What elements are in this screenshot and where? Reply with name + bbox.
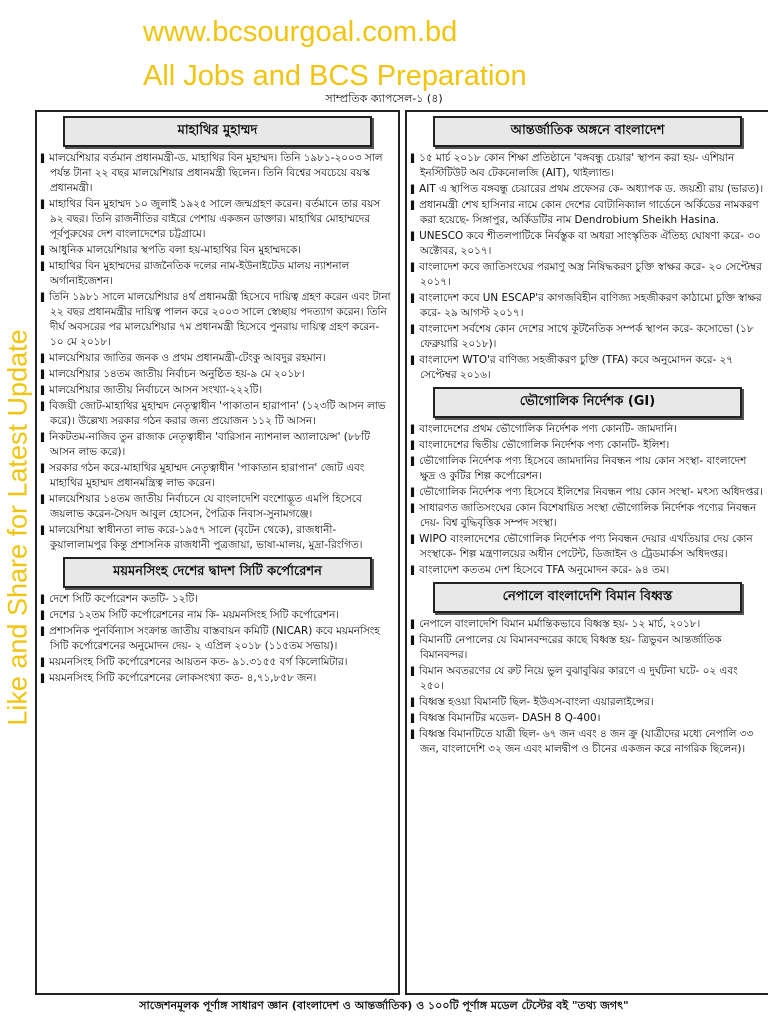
list-item: ▌ UNESCO কবে শীতলপাটিকে নির্বস্তুক বা অধরা সাংস্কৃতিক ঐতিহ্য ঘোষণা করে- ৩০ অক্টোবর, ২০১৭। (411, 229, 764, 259)
list-item: ▌ আধুনিক মালয়েশিয়ার স্থপতি বলা হয়-মাহাথির বিন মুহাম্মদকে। (41, 243, 394, 258)
list-item: ▌ মাহাথির বিন মুহাম্মদের রাজনৈতিক দলের নাম-ইউনাইটেড মালয় ন্যাশনাল অর্গানাইজেশন। (41, 259, 394, 289)
list-item: ▌ বাংলাদেশের প্রথম ভৌগোলিক নির্দেশক পণ্য কোনটি- জামদানি। (411, 422, 764, 437)
list-item: ▌ AIT এ স্থাপিত বঙ্গবন্ধু চেয়ারের প্রথম প্রফেসর কে- অধ্যাপক ড. জয়শ্রী রায় (ভারত)। (411, 182, 764, 197)
list-gi (407, 422, 768, 578)
list-item: ▌ মালয়েশিয়া স্বাধীনতা লাভ করে-১৯৫৭ সালে (বৃটেন থেকে), রাজধানী- কুয়ালালামপুর কিন্তু প্রশাসনিক রাজধানী পুত্রজায়া, ভাষা-মালয়, মুদ্রা-রিংগিত। (41, 523, 394, 553)
list-international (407, 151, 768, 383)
section-title-mahathir: মাহাথির মুহাম্মদ (63, 116, 371, 147)
section-title-mymensingh: ময়মনসিংহ দেশের দ্বাদশ সিটি কর্পোরেশন (63, 557, 371, 588)
list-item: ▌ প্রশাসনিক পুনর্বিন্যাস সংক্রান্ত জাতীয় বাস্তবায়ন কমিটি (NICAR) কবে ময়মনসিংহ সিটি কর্পোরেশনের অনুমোদন দেয়- ২ এপ্রিল ২০১৮ (১১৫তম সভায়)। (41, 624, 394, 654)
list-item: ▌ মালয়েশিয়ার জাতির জনক ও প্রথম প্রধানমন্ত্রী-টেংকু আবদুর রহমান। (41, 351, 394, 366)
list-item: ▌ বিধ্বস্ত হওয়া বিমানটি ছিল- ইউএস-বাংলা এয়ারলাইন্সের। (411, 695, 764, 710)
section-title-international: আন্তর্জাতিক অঙ্গনে বাংলাদেশ (433, 116, 741, 147)
list-item: ▌ বাংলাদেশ সর্বশেষ কোন দেশের সাথে কূটনৈতিক সম্পর্ক স্থাপন করে- কসোভো (১৮ ফেব্রুয়ারি ২০১৮)। (411, 322, 764, 352)
list-item: ▌ বিমান অবতরণের যে রুট নিয়ে ভুল বুঝাবুঝির কারণে এ দুর্ঘটনা ঘটে- ০২ এবং ২৫০। (411, 664, 764, 694)
list-mahathir (37, 151, 398, 553)
list-item: ▌ ১৫ মার্চ ২০১৮ কোন শিক্ষা প্রতিষ্ঠানে 'বঙ্গবন্ধু চেয়ার' স্থাপন করা হয়- এশিয়ান ইনস্টিটিউট অব টেকনোলজি (AIT), থাইল্যান্ড। (411, 151, 764, 181)
watermark-site: www.bcsourgoal.com.bd (143, 16, 458, 48)
list-mymensingh (37, 592, 398, 686)
list-item: ▌ মালয়েশিয়ার জাতীয় নির্বাচনে আসন সংখ্যা-২২২টি। (41, 383, 394, 398)
list-item: ▌ তিনি ১৯৮১ সালে মালয়েশিয়ার ৪র্থ প্রধানমন্ত্রী হিসেবে দায়িত্ব গ্রহণ করেন এবং টানা ২২ বছর প্রধানমন্ত্রীর দায়িত্ব পালন করে ২০০৩ সালে স্বেচ্ছায় পদত্যাগ করেন। তিনি দীর্ঘ অবসরের পর মালয়েশিয়ার ৭ম প্রধানমন্ত্রী হিসেবে পুনরায় দায়িত্ব গ্রহণ করেন- ১০ মে ২০১৮। (41, 290, 394, 350)
watermark-tagline: All Jobs and BCS Preparation (143, 60, 527, 92)
list-item: ▌ বিধ্বস্ত বিমানটির মডেল- DASH 8 Q-400। (411, 711, 764, 726)
list-item: ▌ মাহাথির বিন মুহাম্মদ ১০ জুলাই ১৯২৫ সালে জন্মগ্রহণ করেন। বর্তমানে তার বয়স ৯২ বছর। তিনি রাজনীতির বাইরে পেশায় একজন ডাক্তার। মাহাথির মোহাম্মদের পূর্বপুরুষের দেশ বাংলাদেশের চট্টগ্রামে। (41, 197, 394, 242)
list-nepal-crash (407, 617, 768, 757)
page-footer: সাজেশনমূলক পূর্ণাঙ্গ সাধারণ জ্ঞান (বাংলাদেশ ও আন্তর্জাতিক) ও ১০০টি পূর্ণাঙ্গ মডেল টেস্টের বই "তথ্য জগৎ" (139, 999, 629, 1012)
list-item: ▌ ময়মনসিংহ সিটি কর্পোরেশনের লোকসংখ্যা কত- ৪,৭১,৮৫৮ জন। (41, 671, 394, 686)
list-item: ▌ বাংলাদেশ কততম দেশ হিসেবে TFA অনুমোদন করে- ৯৪ তম। (411, 563, 764, 578)
right-column (405, 110, 768, 995)
list-item: ▌ বাংলাদেশ কবে UN ESCAP'র কাগজবিহীন বাণিজ্য সহজীকরণ কাঠামো চুক্তি স্বাক্ষর করে- ২৯ আগস্ট ২০১৭। (411, 291, 764, 321)
right-box (405, 110, 768, 995)
list-item: ▌ ভৌগোলিক নির্দেশক পণ্য হিসেবে ইলিশের নিবন্ধন পায় কোন সংস্থা- মৎস্য অধিদপ্তর। (411, 485, 764, 500)
list-item: ▌ নিকটতম-নাজিব তুন রাজাক নেতৃত্বাধীন 'বারিসান ন্যাশনাল অ্যালায়েন্স' (৮৮টি আসন লাভ করে)। (41, 430, 394, 460)
list-item: ▌ মালয়েশিয়ার ১৪তম জাতীয় নির্বাচনে যে বাংলাদেশি বংশোদ্ভূত এমপি হিসেবে জয়লাভ করেন-সৈয়দ আবুল হোসেন, পৈত্রিক নিবাস-সুনামগঞ্জে। (41, 492, 394, 522)
section-title-nepal-crash: নেপালে বাংলাদেশি বিমান বিধ্বস্ত (433, 582, 741, 613)
list-item: ▌ দেশে সিটি কর্পোরেশন কতটি- ১২টি। (41, 592, 394, 607)
list-item: ▌ মালয়েশিয়ার ১৪তম জাতীয় নির্বাচন অনুষ্ঠিত হয়-৯ মে ২০১৮। (41, 367, 394, 382)
left-box (35, 110, 400, 995)
watermark-side: Like and Share for Latest Update (2, 329, 33, 726)
list-item: ▌ মালয়েশিয়ার বর্তমান প্রধানমন্ত্রী-ড. মাহাথির বিন মুহাম্মদ। তিনি ১৯৮১-২০০৩ সাল পর্যন্ত টানা ২২ বছর মালয়েশিয়ার প্রধানমন্ত্রী ছিলেন। তিনি বিশ্বের সবচেয়ে বয়স্ক প্রধানমন্ত্রী। (41, 151, 394, 196)
section-title-gi: ভৌগোলিক নির্দেশক (GI) (433, 387, 741, 418)
list-item: ▌ বাংলাদেশ কবে জাতিসংঘের পরমাণু অস্ত্র নিষিদ্ধকরণ চুক্তি স্বাক্ষর করে- ২০ সেপ্টেম্বর ২০১৭। (411, 260, 764, 290)
list-item: ▌ নেপালে বাংলাদেশি বিমান মর্মান্তিকভাবে বিধ্বস্ত হয়- ১২ মার্চ, ২০১৮। (411, 617, 764, 632)
list-item: ▌ ময়মনসিংহ সিটি কর্পোরেশনের আয়তন কত- ৯১.৩১৫৫ বর্গ কিলোমিটার। (41, 655, 394, 670)
list-item: ▌ সরকার গঠন করে-মাহাথির মুহাম্মদ নেতৃত্বাধীন 'পাকাতান হারাপান' জোট এবং মাহাথির মুহাম্মদ প্রধানমন্ত্রিত্ব লাভ করেন। (41, 461, 394, 491)
list-item: ▌ ভৌগোলিক নির্দেশক পণ্য হিসেবে জামদানির নিবন্ধন পায় কোন সংস্থা- বাংলাদেশ ক্ষুদ্র ও কুটির শিল্প কর্পোরেশন। (411, 454, 764, 484)
list-item: ▌ WIPO বাংলাদেশের ভৌগোলিক নির্দেশক পণ্য নিবন্ধন দেয়ার এখতিয়ার দেয় কোন সংস্থাকে- শিল্প মন্ত্রণালয়ের অধীন পেটেন্ট, ডিজাইন ও ট্রেডমার্কস অধিদপ্তর। (411, 532, 764, 562)
list-item: ▌ বাংলাদেশের দ্বিতীয় ভৌগোলিক নির্দেশক পণ্য কোনটি- ইলিশ। (411, 438, 764, 453)
list-item: ▌ সাধারণত জাতিসংঘের কোন বিশেষায়িত সংস্থা ভৌগোলিক নির্দেশক পণ্যের নিবন্ধন দেয়- বিশ্ব বুদ্ধিবৃত্তিক সম্পদ সংস্থা। (411, 501, 764, 531)
list-item: ▌ বাংলাদেশ WTO'র বাণিজ্য সহজীকরণ চুক্তি (TFA) কবে অনুমোদন করে- ২৭ সেপ্টেম্বর ২০১৬। (411, 353, 764, 383)
left-column (35, 110, 400, 995)
list-item: ▌ বিধ্বস্ত বিমানটিতে যাত্রী ছিল- ৬৭ জন এবং ৪ জন ক্রু (যাত্রীদের মধ্যে নেপালি ৩৩ জন, বাংলাদেশি ৩২ জন এবং মালদ্বীপ ও চীনের একজন করে নাগরিক ছিলেন)। (411, 727, 764, 757)
list-item: ▌ বিমানটি নেপালের যে বিমানবন্দরের কাছে বিধ্বস্ত হয়- ত্রিভুবন আন্তর্জাতিক বিমানবন্দর। (411, 633, 764, 663)
list-item: ▌ বিজয়ী জোট-মাহাথির মুহাম্মদ নেতৃত্বাধীন 'পাকাতান হারাপান' (১২৩টি আসন লাভ করে)। উল্লেখ্য সরকার গঠন করার জন্য প্রয়োজন ১১২ টি আসন। (41, 399, 394, 429)
list-item: ▌ দেশের ১২তম সিটি কর্পোরেশনের নাম কি- ময়মনসিংহ সিটি কর্পোরেশন। (41, 608, 394, 623)
list-item: ▌ প্রধানমন্ত্রী শেখ হাসিনার নামে কোন দেশের বোটানিক্যাল গার্ডেনে অর্কিডের নামকরণ করা হয়েছে- সিঙ্গাপুর, অর্কিডটির নাম Dendrobium Sheikh Hasina. (411, 198, 764, 228)
page-header: সাম্প্রতিক ক্যাপসেল-১ (৪) (325, 92, 443, 105)
